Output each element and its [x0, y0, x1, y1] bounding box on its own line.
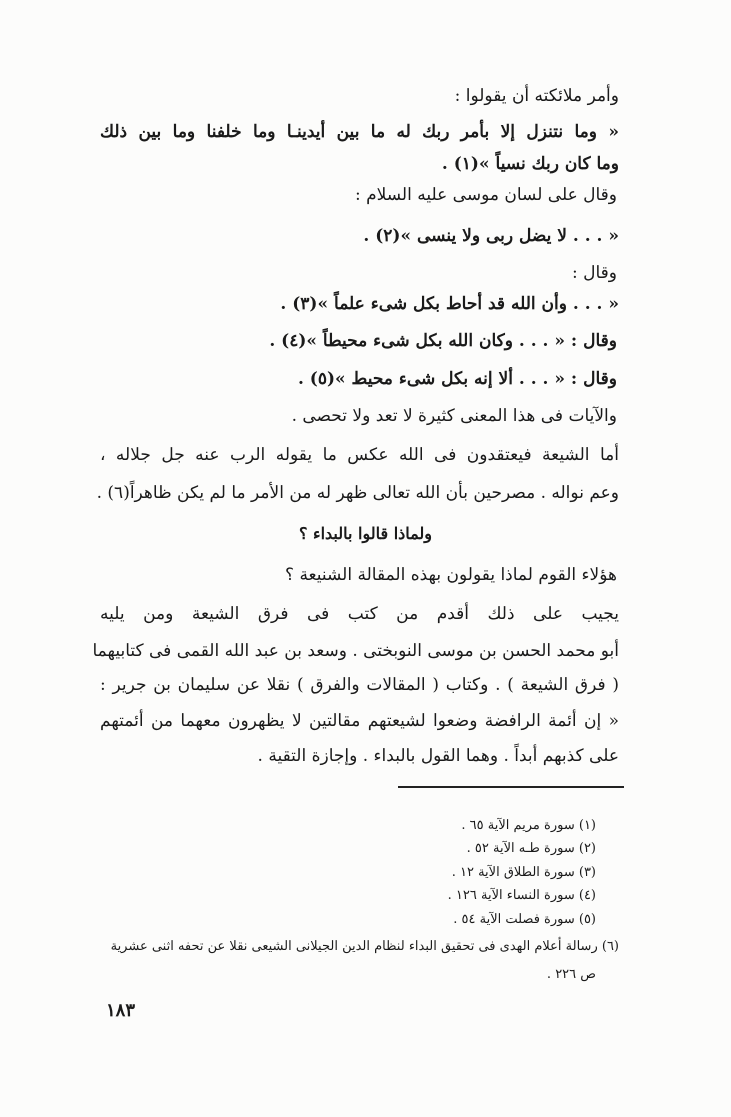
body-line-1: وأمر ملائكته أن يقولوا :: [454, 86, 619, 106]
footnote-5: (٥) سورة فصلت الآية ٥٤ .: [453, 912, 596, 927]
body-line-10: والآيات فى هذا المعنى كثيرة لا تعد ولا تحصى .: [291, 406, 617, 426]
body-line-14: يجيب على ذلك أقدم من كتب فى فرق الشيعة ومن يليه: [100, 604, 619, 624]
quran-quote-line-4: « . . . وأن الله قد أحاط بكل شىء علماً »(٣) .: [280, 294, 619, 314]
page-number: ١٨٣: [106, 1000, 136, 1021]
section-heading: ولماذا قالوا بالبداء ؟: [298, 524, 432, 543]
body-line-17: « إن أئمة الرافضة وضعوا لشيعتهم مقالتين لا يظهرون معهما من أئمتهم: [100, 711, 619, 731]
quran-quote-line-2: وما كان ربك نسياً »(١) .: [441, 154, 619, 174]
quran-quote-line-6: وقال : « . . . ألا إنه بكل شىء محيط »(٥) .: [297, 369, 617, 389]
footnote-3: (٣) سورة الطلاق الآية ١٢ .: [451, 865, 596, 880]
quran-quote-line-5: وقال : « . . . وكان الله بكل شىء محيطاً »(٤) .: [269, 331, 617, 351]
footnote-4: (٤) سورة النساء الآية ١٢٦ .: [447, 888, 596, 903]
footnote-separator: [398, 786, 624, 788]
body-line-13: هؤلاء القوم لماذا يقولون بهذه المقالة الشنيعة ؟: [285, 565, 617, 585]
body-line-4: وقال على لسان موسى عليه السلام :: [354, 185, 617, 205]
footnote-2: (٢) سورة طـه الآية ٥٢ .: [466, 841, 596, 856]
body-line-15: أبو محمد الحسن بن موسى النوبختى . وسعد بن عبد الله القمى فى كتابيهما: [92, 641, 619, 661]
footnote-6-continued: ص ٢٢٦ .: [546, 967, 596, 982]
body-line-6: وقال :: [572, 263, 617, 283]
quran-quote-line-1: « وما نتنزل إلا بأمر ربك له ما بين أيدينـا وما خلفنا وما بين ذلك: [100, 122, 619, 142]
quran-quote-line-3: « . . . لا يضل ربى ولا ينسى »(٢) .: [363, 226, 619, 246]
body-line-11: أما الشيعة فيعتقدون فى الله عكس ما يقوله الرب عنه جل جلاله ،: [100, 445, 619, 465]
footnote-6: (٦) رسالة أعلام الهدى فى تحقيق البداء لنظام الدين الجيلانى الشيعى نقلا عن تحفه اثنى عشرية: [110, 939, 619, 954]
body-line-12: وعم نواله . مصرحين بأن الله تعالى ظهر له من الأمر ما لم يكن ظاهراً(٦) .: [96, 483, 619, 503]
body-line-18: على كذبهم أبداً . وهما القول بالبداء . وإجازة التقية .: [257, 746, 619, 766]
footnote-1: (١) سورة مريم الآية ٦٥ .: [461, 818, 596, 833]
body-line-16: ( فرق الشيعة ) . وكتاب ( المقالات والفرق ) نقلا عن سليمان بن جرير :: [100, 675, 619, 695]
